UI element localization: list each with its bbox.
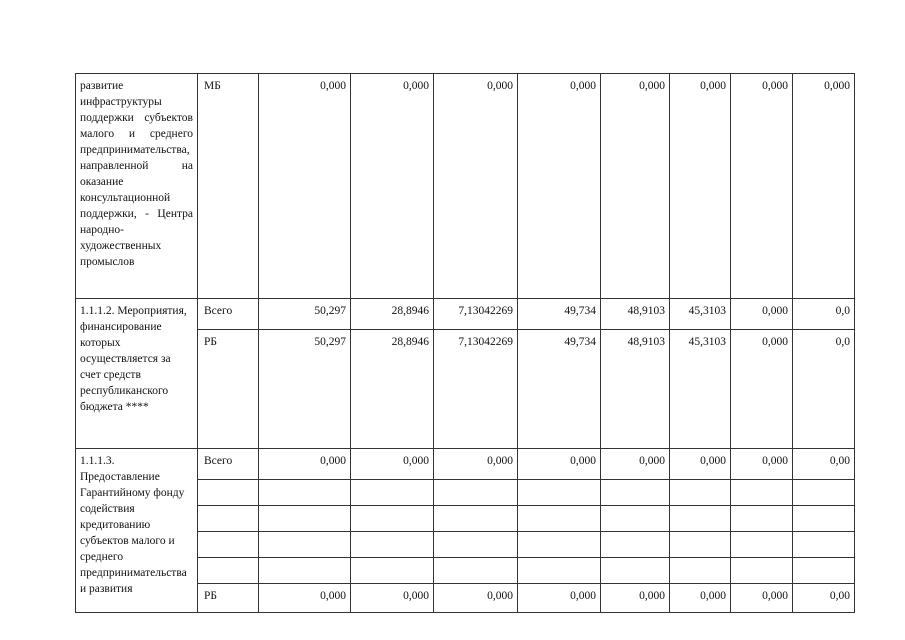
item-description-1-1-1-2: 1.1.1.2. Мероприятия, финансирование которых осуществляется за счет средств республиканского бюджета **** bbox=[76, 299, 198, 449]
value-cell: 50,297 bbox=[259, 330, 351, 449]
value-cell: 0,000 bbox=[518, 449, 601, 480]
value-cell: 7,13042269 bbox=[434, 299, 518, 330]
empty-cell bbox=[670, 506, 731, 532]
value-cell: 0,000 bbox=[351, 449, 434, 480]
value-cell: 0,000 bbox=[670, 584, 731, 613]
value-cell: 0,000 bbox=[601, 74, 670, 299]
empty-cell bbox=[259, 558, 351, 584]
item-description-mb: развитие инфраструктуры поддержки субъектов малого и среднего предпринимательства, направленной на оказание консультационной поддержки, - Центра народно-художественных промыслов bbox=[76, 74, 198, 299]
empty-cell bbox=[670, 532, 731, 558]
value-cell: 0,000 bbox=[518, 584, 601, 613]
value-cell: 0,000 bbox=[793, 74, 855, 299]
empty-cell bbox=[259, 532, 351, 558]
empty-cell bbox=[731, 532, 793, 558]
funding-source-total: Всего bbox=[198, 299, 259, 330]
empty-cell bbox=[793, 506, 855, 532]
empty-cell bbox=[259, 506, 351, 532]
value-cell: 0,000 bbox=[351, 584, 434, 613]
funding-source-rb: РБ bbox=[198, 584, 259, 613]
value-cell: 0,00 bbox=[793, 584, 855, 613]
empty-cell bbox=[601, 480, 670, 506]
empty-cell bbox=[198, 506, 259, 532]
item-description-1-1-1-3: 1.1.1.3. Предоставление Гарантийному фонду содействия кредитованию субъектов малого и среднего предпринимательства и развития bbox=[76, 449, 198, 613]
empty-cell bbox=[434, 480, 518, 506]
empty-cell bbox=[601, 506, 670, 532]
empty-cell bbox=[351, 480, 434, 506]
value-cell: 0,000 bbox=[731, 74, 793, 299]
empty-cell bbox=[518, 558, 601, 584]
value-cell: 45,3103 bbox=[670, 330, 731, 449]
value-cell: 49,734 bbox=[518, 330, 601, 449]
empty-cell bbox=[518, 506, 601, 532]
value-cell: 0,000 bbox=[434, 584, 518, 613]
empty-cell bbox=[434, 532, 518, 558]
value-cell: 28,8946 bbox=[351, 330, 434, 449]
empty-cell bbox=[351, 532, 434, 558]
empty-cell bbox=[731, 480, 793, 506]
funding-source-mb: МБ bbox=[198, 74, 259, 299]
empty-cell bbox=[351, 506, 434, 532]
empty-cell bbox=[793, 558, 855, 584]
value-cell: 0,0 bbox=[793, 299, 855, 330]
empty-cell bbox=[793, 480, 855, 506]
empty-cell bbox=[198, 532, 259, 558]
empty-cell bbox=[518, 480, 601, 506]
value-cell: 0,0 bbox=[793, 330, 855, 449]
value-cell: 0,000 bbox=[259, 584, 351, 613]
table-row-1-1-1-3-total bbox=[76, 449, 855, 480]
value-cell: 0,000 bbox=[601, 584, 670, 613]
value-cell: 0,000 bbox=[670, 74, 731, 299]
value-cell: 0,000 bbox=[601, 449, 670, 480]
value-cell: 0,000 bbox=[731, 299, 793, 330]
value-cell: 0,000 bbox=[259, 449, 351, 480]
empty-cell bbox=[670, 480, 731, 506]
empty-cell bbox=[351, 558, 434, 584]
value-cell: 0,000 bbox=[434, 74, 518, 299]
empty-cell bbox=[731, 506, 793, 532]
value-cell: 0,000 bbox=[731, 330, 793, 449]
empty-cell bbox=[198, 558, 259, 584]
empty-cell bbox=[793, 532, 855, 558]
value-cell: 0,000 bbox=[518, 74, 601, 299]
value-cell: 45,3103 bbox=[670, 299, 731, 330]
empty-cell bbox=[434, 558, 518, 584]
value-cell: 28,8946 bbox=[351, 299, 434, 330]
table-row-mb bbox=[76, 74, 855, 299]
empty-cell bbox=[601, 558, 670, 584]
empty-cell bbox=[434, 506, 518, 532]
value-cell: 0,00 bbox=[793, 449, 855, 480]
value-cell: 48,9103 bbox=[601, 330, 670, 449]
empty-cell bbox=[518, 532, 601, 558]
value-cell: 49,734 bbox=[518, 299, 601, 330]
value-cell: 0,000 bbox=[731, 584, 793, 613]
funding-source-rb: РБ bbox=[198, 330, 259, 449]
value-cell: 7,13042269 bbox=[434, 330, 518, 449]
value-cell: 0,000 bbox=[351, 74, 434, 299]
value-cell: 50,297 bbox=[259, 299, 351, 330]
empty-cell bbox=[670, 558, 731, 584]
funding-source-total: Всего bbox=[198, 449, 259, 480]
empty-cell bbox=[601, 532, 670, 558]
value-cell: 0,000 bbox=[670, 449, 731, 480]
value-cell: 0,000 bbox=[434, 449, 518, 480]
empty-cell bbox=[731, 558, 793, 584]
table-row-1-1-1-2-total bbox=[76, 299, 855, 330]
budget-table bbox=[75, 73, 855, 613]
empty-cell bbox=[259, 480, 351, 506]
value-cell: 0,000 bbox=[259, 74, 351, 299]
value-cell: 48,9103 bbox=[601, 299, 670, 330]
value-cell: 0,000 bbox=[731, 449, 793, 480]
empty-cell bbox=[198, 480, 259, 506]
